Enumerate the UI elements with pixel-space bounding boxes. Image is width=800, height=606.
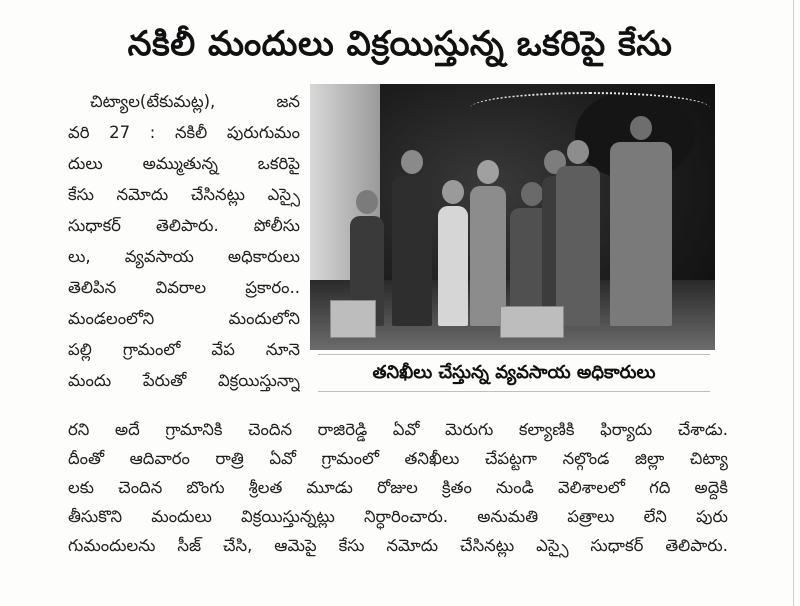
body-line: లు, వ్యవసాయ అధికారులు <box>68 247 300 266</box>
body-line: మండలంలోని మందులోని <box>68 309 300 328</box>
photo-person <box>392 150 432 326</box>
photo-person <box>470 160 506 326</box>
body-line: దులు అమ్ముతున్న ఒకరిపై <box>68 154 300 173</box>
body-line: కేసు నమోదు చేసినట్లు ఎస్సై <box>68 185 300 204</box>
photo-caption: తనిఖీలు చేస్తున్న వ్యవసాయ అధికారులు <box>372 362 656 383</box>
body-line: గుమందులను సీజ్ చేసి, ఆమెపై కేసు నమోదు చేసినట్లు ఎస్సై సుధాకర్ తెలిపారు. <box>68 536 728 555</box>
clipped-next-headline <box>150 588 670 606</box>
photo-person <box>610 116 672 326</box>
body-line: చిట్యాల(టేకుమట్ల), జన <box>90 92 300 111</box>
body-line: వరి 27 : నకిలీ పురుగుమం <box>68 123 300 142</box>
body-line: పల్లి గ్రామంలో వేప నూనె <box>68 340 300 359</box>
photo-person <box>556 140 600 326</box>
body-line: తీసుకొని మందులు విక్రయిస్తున్నట్లు నిర్ధారించారు. అనుమతి పత్రాలు లేని పురు <box>68 507 728 526</box>
photo-caption-frame <box>318 354 710 392</box>
article-body-column <box>68 86 300 396</box>
photo-person <box>438 180 468 326</box>
body-line: రని అదే గ్రామానికి చెందిన రాజిరెడ్డి ఏవో మెరుగు కల్యాణికి ఫిర్యాదు చేశాడు. <box>68 420 728 439</box>
article-body-full-width <box>68 415 728 560</box>
photo-carton <box>500 306 564 338</box>
body-line: సుధాకర్ తెలిపారు. పోలీసు <box>68 216 300 235</box>
news-photo <box>310 84 715 350</box>
body-line: మందు పేరుతో విక్రయిస్తున్నా <box>68 371 300 390</box>
body-line: తెలిపిన వివరాల ప్రకారం.. <box>68 278 300 297</box>
photo-string-lights <box>470 92 710 124</box>
article-headline: నకిలీ మందులు విక్రయిస్తున్న ఒకరిపై కేసు <box>127 24 673 64</box>
body-line: దీంతో ఆదివారం రాత్రి ఏవో గ్రామంలో తనిఖీలు చేపట్టగా నల్గొండ జిల్లా చిట్యా <box>68 449 728 468</box>
page-edge-line <box>793 0 794 606</box>
photo-carton <box>330 300 376 338</box>
body-line: లకు చెందిన బొంగు శ్రీలత మూడు రోజుల క్రితం నుండి వెలిశాలలో గది అద్దెకి <box>68 478 728 497</box>
